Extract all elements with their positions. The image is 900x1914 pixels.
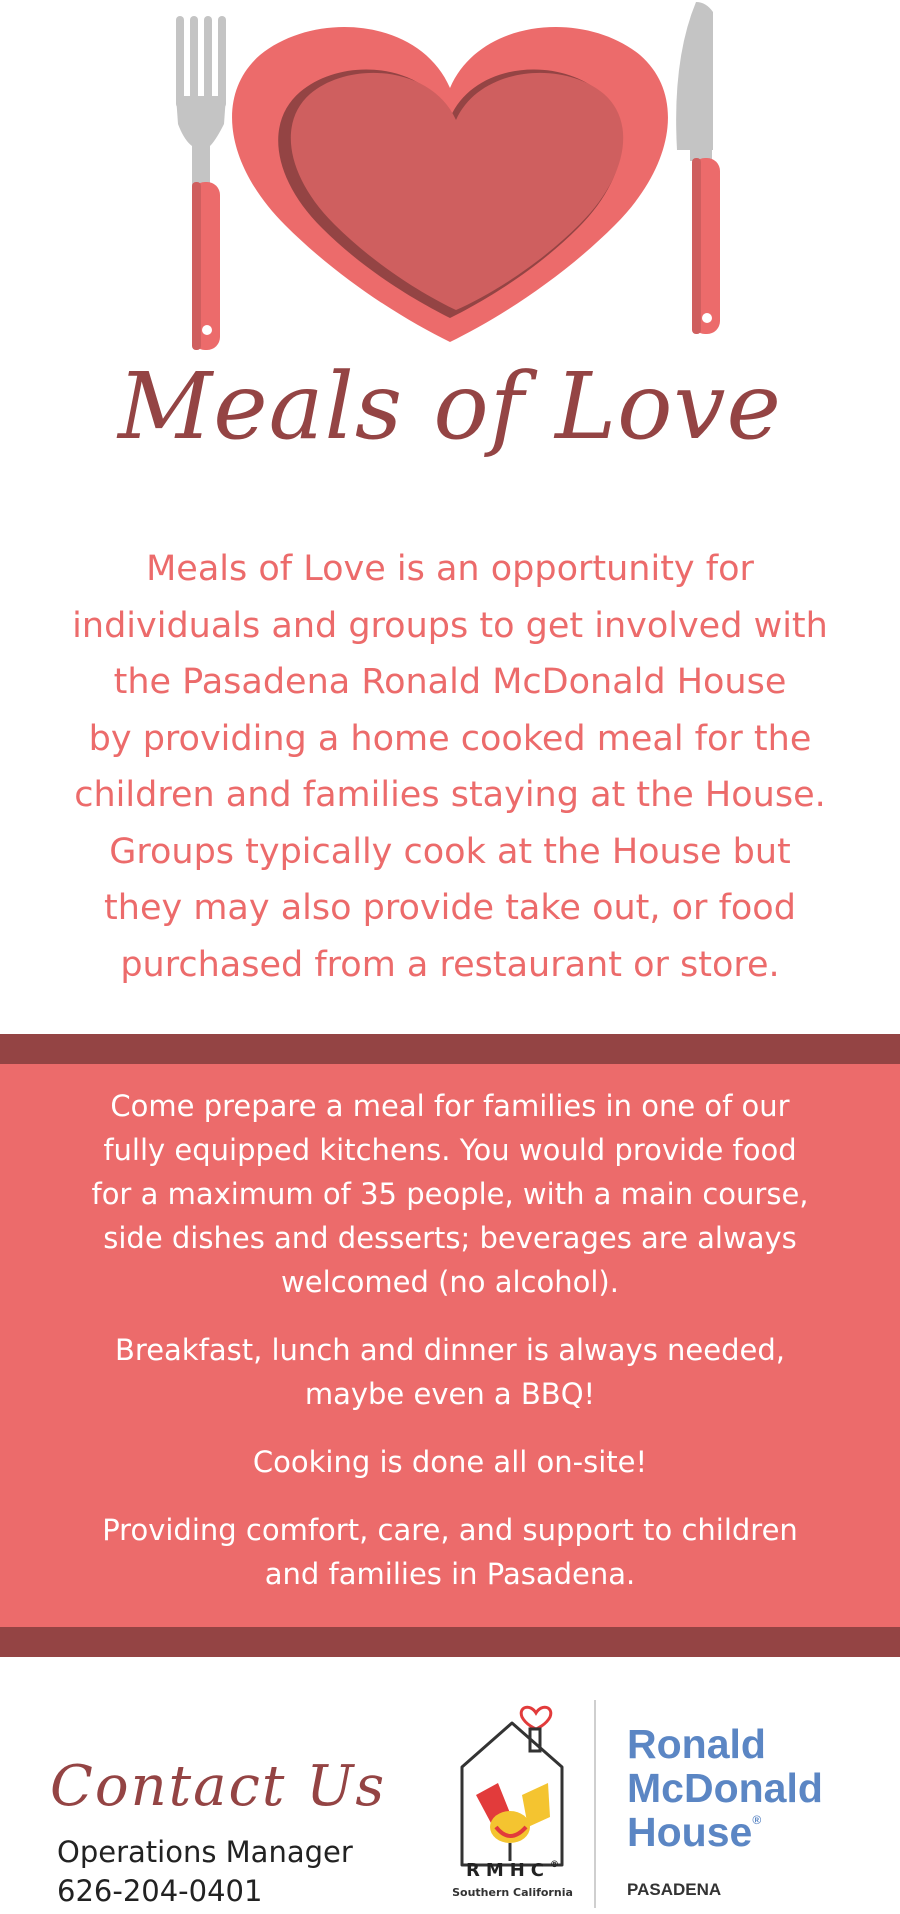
band-paragraph-onsite [50,1440,850,1484]
rmhc-acronym-text: RMHC [465,1860,551,1881]
house-name-line: Ronald [627,1721,766,1767]
page-title: Meals of Love [118,353,782,460]
knife-icon [676,2,720,334]
info-band-text [50,1084,850,1620]
intro-line: purchased from a restaurant or store. [120,944,780,985]
house-name-line: McDonald [627,1765,823,1811]
rmhc-region: Southern California [452,1886,573,1899]
intro-line: they may also provide take out, or food [104,888,796,928]
intro-line: Groups typically cook at the House but [109,831,791,872]
band-line: maybe even a BBQ! [304,1377,596,1411]
contact-role: Operations Manager [57,1835,353,1869]
intro-line: by providing a home cooked meal for the [88,718,812,759]
band-paragraph-meals [50,1328,850,1416]
band-paragraph-mission [50,1508,850,1596]
band-line: fully equipped kitchens. You would provide food [103,1133,797,1167]
house-city: PASADENA [627,1880,722,1899]
registered-mark: ® [752,1813,762,1827]
intro-paragraph [50,541,850,993]
band-line: side dishes and desserts; beverages are always [103,1221,797,1255]
house-name-line-last [627,1810,823,1854]
band-line: welcomed (no alcohol). [281,1265,619,1299]
house-name-word: House [627,1809,753,1855]
house-name [627,1722,823,1854]
band-line: Providing comfort, care, and support to children [102,1513,798,1547]
band-paragraph-kitchen [50,1084,850,1304]
contact-heading: Contact Us [50,1754,387,1819]
contact-phone[interactable]: 626-204-0401 [57,1874,263,1908]
band-line: and families in Pasadena. [264,1557,636,1591]
fork-icon [176,16,226,350]
band-line: Breakfast, lunch and dinner is always needed, [115,1333,785,1367]
intro-line: individuals and groups to get involved with [72,605,828,646]
intro-line: the Pasadena Ronald McDonald House [113,662,787,702]
hero-illustration [0,0,900,360]
band-line: Come prepare a meal for families in one of our [110,1089,790,1123]
intro-line: Meals of Love is an opportunity for [146,549,754,589]
rmhc-acronym [440,1860,585,1881]
heart-icon [232,27,668,342]
logo-divider [594,1700,596,1908]
band-line: Cooking is done all on-site! [252,1445,648,1479]
registered-mark: ® [550,1860,560,1870]
band-line: for a maximum of 35 people, with a main course, [91,1177,809,1211]
intro-line: children and families staying at the House. [74,775,826,815]
